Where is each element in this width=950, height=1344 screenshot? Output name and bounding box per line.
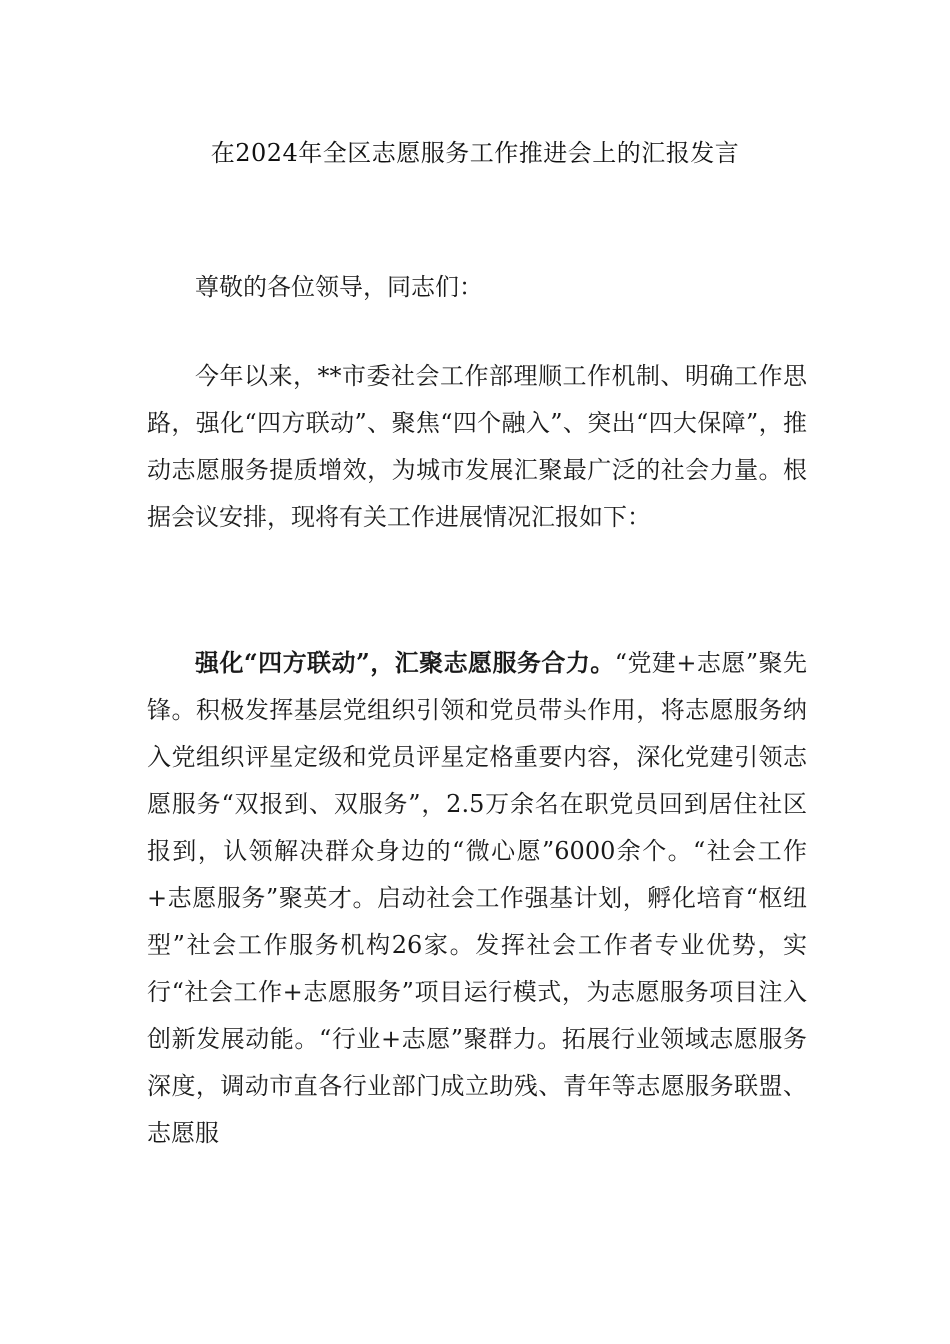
paragraph-section-one	[147, 639, 807, 1157]
document-title: 在2024年全区志愿服务工作推进会上的汇报发言	[210, 139, 740, 167]
section-heading: 强化“四方联动”，汇聚志愿服务合力。	[195, 648, 615, 677]
section-body: “党建+志愿”聚先锋。积极发挥基层党组织引领和党员带头作用，将志愿服务纳入党组织评星定级和党员评星定格重要内容，深化党建引领志愿服务“双报到、双服务”，2.5万余名在职党员回到居住社区报到，认领解决群众身边的“微心愿”6000余个。“社会工作+志愿服务”聚英才。启动社会工作强基计划，孵化培育“枢纽型”社会工作服务机构26家。发挥社会工作者专业优势，实行“社会工作+志愿服务”项目运行模式，为志愿服务项目注入创新发展动能。“行业+志愿”聚群力。拓展行业领域志愿服务深度，调动市直各行业部门成立助残、青年等志愿服务联盟、志愿服	[147, 649, 807, 1147]
salutation: 尊敬的各位领导，同志们：	[195, 273, 483, 301]
paragraph-intro: 今年以来，**市委社会工作部理顺工作机制、明确工作思路，强化“四方联动”、聚焦“四个融入”、突出“四大保障”，推动志愿服务提质增效，为城市发展汇聚最广泛的社会力量。根据会议安排，现将有关工作进展情况汇报如下：	[147, 362, 807, 531]
